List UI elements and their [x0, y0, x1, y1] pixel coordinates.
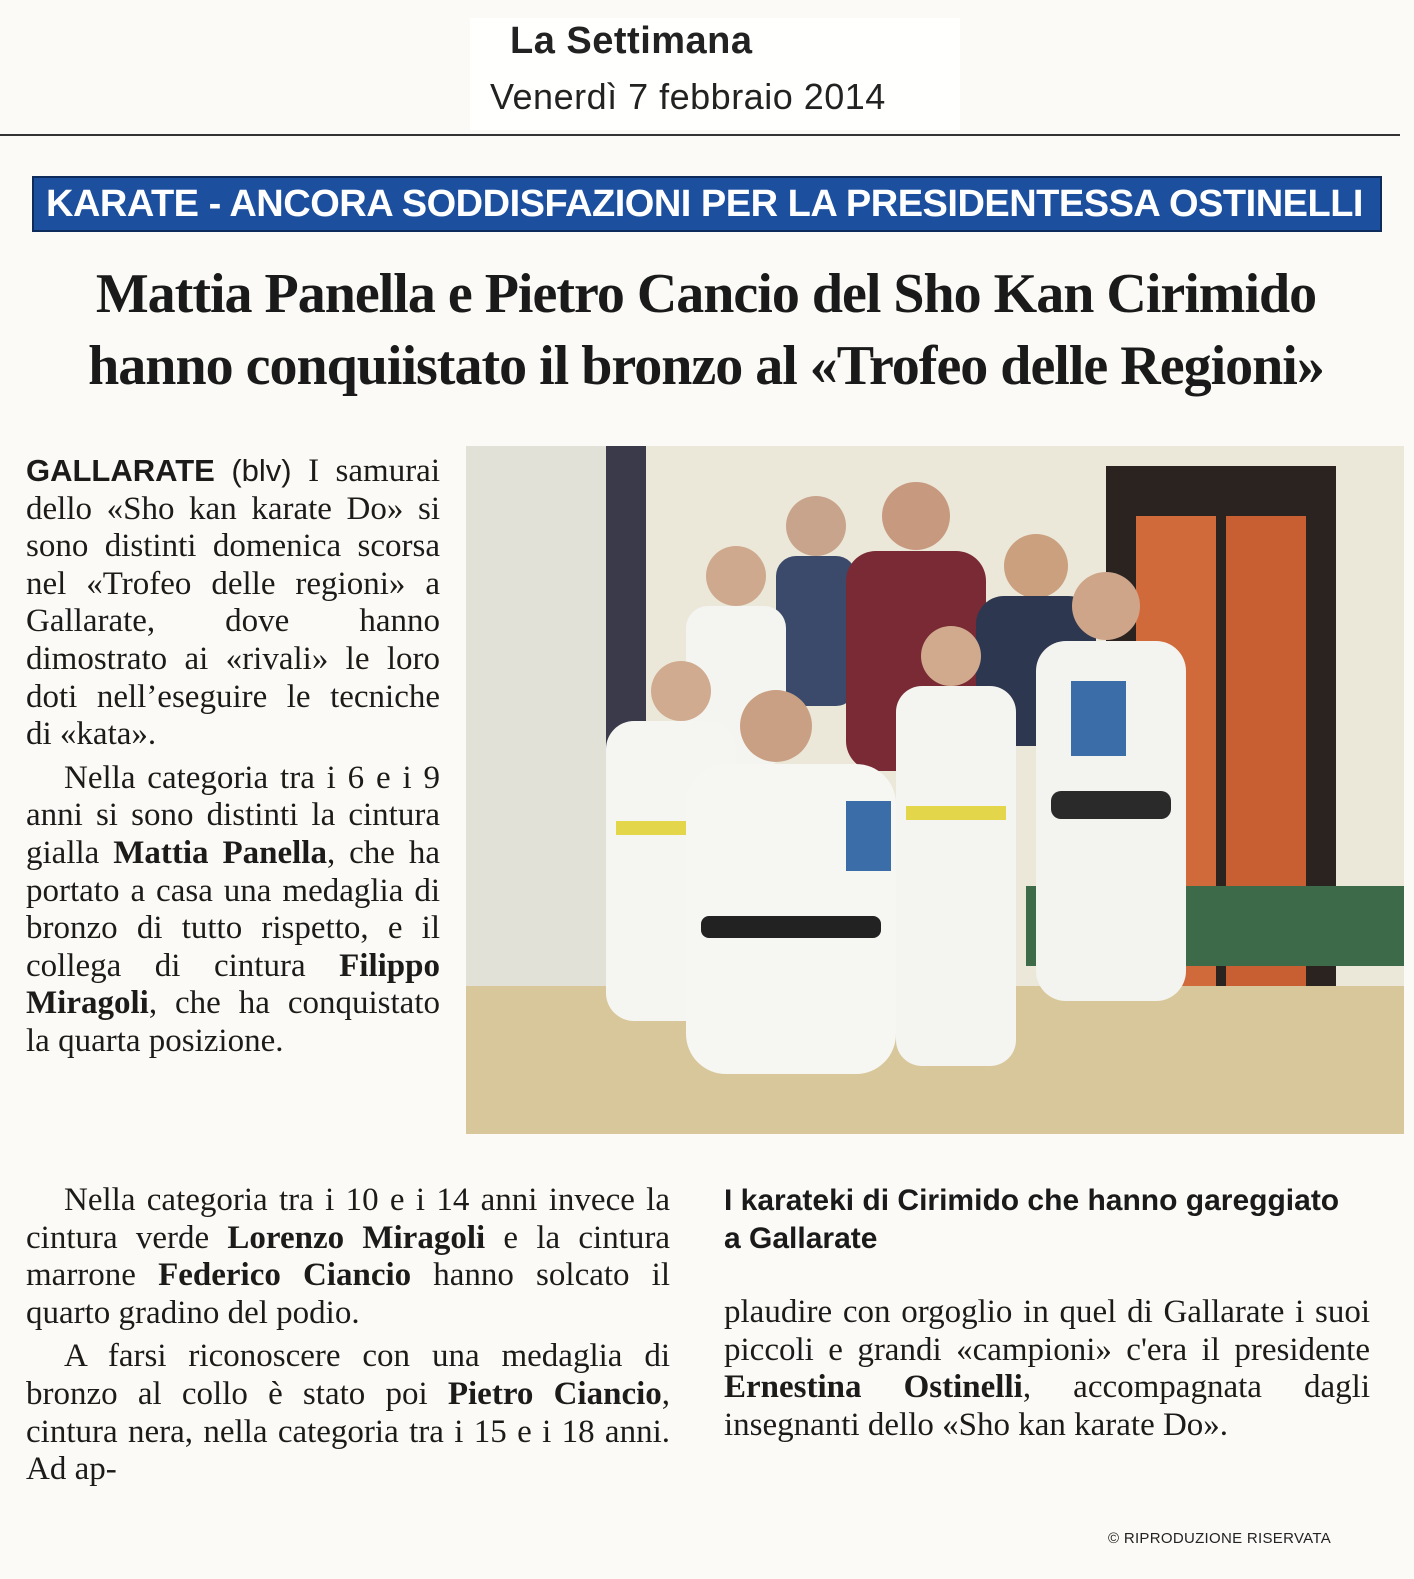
- kicker-banner: KARATE - ANCORA SODDISFAZIONI PER LA PRESIDENTESSA OSTINELLI: [32, 176, 1382, 232]
- paragraph-5-text-b: , accompagnata dagli insegnanti dello «Sho kan karate Do».: [724, 1369, 1371, 1443]
- photo-caption: I karateki di Cirimido che hanno gareggiato a Gallarate: [724, 1184, 1340, 1255]
- paragraph-2-text-b: , che ha portato a casa una medaglia di bronzo di tutto rispetto, e il collega di cintura: [26, 834, 440, 984]
- publication-date: Venerdì 7 febbraio 2014: [490, 76, 886, 117]
- byline: (blv): [231, 453, 292, 488]
- paragraph-3-text-c: hanno solcato il quarto gradino del podio.: [26, 1257, 670, 1331]
- paragraph-5: [724, 1294, 1370, 1444]
- article-column-1: [26, 452, 440, 1061]
- dateline: GALLARATE: [26, 453, 215, 488]
- paragraph-3-text-b: e la cintura marrone: [26, 1219, 670, 1294]
- article-column-3: [724, 1294, 1370, 1444]
- publication-name: La Settimana: [510, 20, 753, 62]
- name-federico-ciancio: Federico Ciancio: [158, 1257, 412, 1294]
- paragraph-2-text-c: , che ha conquistato la quarta posizione.: [26, 985, 440, 1059]
- name-lorenzo-miragoli: Lorenzo Miragoli: [227, 1219, 486, 1256]
- name-pietro-ciancio: Pietro Ciancio: [447, 1375, 662, 1412]
- publication-header: [470, 18, 960, 130]
- team-photo: [466, 446, 1404, 1134]
- name-mattia-panella: Mattia Panella: [113, 834, 327, 871]
- top-rule: [0, 134, 1400, 136]
- team-photo-illustration: [466, 446, 1404, 1134]
- headline-line-1: Mattia Panella e Pietro Cancio del Sho Kan Cirimido: [95, 263, 1317, 325]
- paragraph-1-text: I samurai dello «Sho kan karate Do» si sono distinti domenica scorsa nel «Trofeo delle regioni» a Gallarate, dove hanno dimostrato ai «rivali» le loro doti nell’eseguire le tecniche di «kata».: [26, 453, 440, 753]
- headline-line-2: hanno conquiistato il bronzo al «Trofeo delle Regioni»: [88, 335, 1324, 397]
- name-filippo-miragoli: Filippo Miragoli: [26, 947, 440, 1022]
- paragraph-4: [26, 1338, 670, 1488]
- paragraph-2: [26, 760, 440, 1061]
- paragraph-4-text-a: A farsi riconoscere con una medaglia di bronzo al collo è stato poi: [26, 1338, 670, 1412]
- name-ernestina-ostinelli: Ernestina Ostinelli: [724, 1369, 1023, 1406]
- paragraph-3: [26, 1182, 670, 1332]
- copyright-notice: © RIPRODUZIONE RISERVATA: [1108, 1530, 1332, 1547]
- paragraph-2-text-a: Nella categoria tra i 6 e i 9 anni si sono distinti la cintura gialla: [26, 759, 440, 871]
- headline: [26, 258, 1386, 402]
- paragraph-1: [26, 452, 440, 754]
- paragraph-4-text-b: , cintura nera, nella categoria tra i 15 e i 18 anni. Ad ap-: [26, 1375, 671, 1488]
- paragraph-5-text-a: plaudire con orgoglio in quel di Gallarate i suoi piccoli e grandi «campioni» c'era il presidente: [724, 1294, 1370, 1368]
- article-column-2: [26, 1182, 670, 1489]
- paragraph-3-text-a: Nella categoria tra i 10 e i 14 anni invece la cintura verde: [26, 1182, 670, 1256]
